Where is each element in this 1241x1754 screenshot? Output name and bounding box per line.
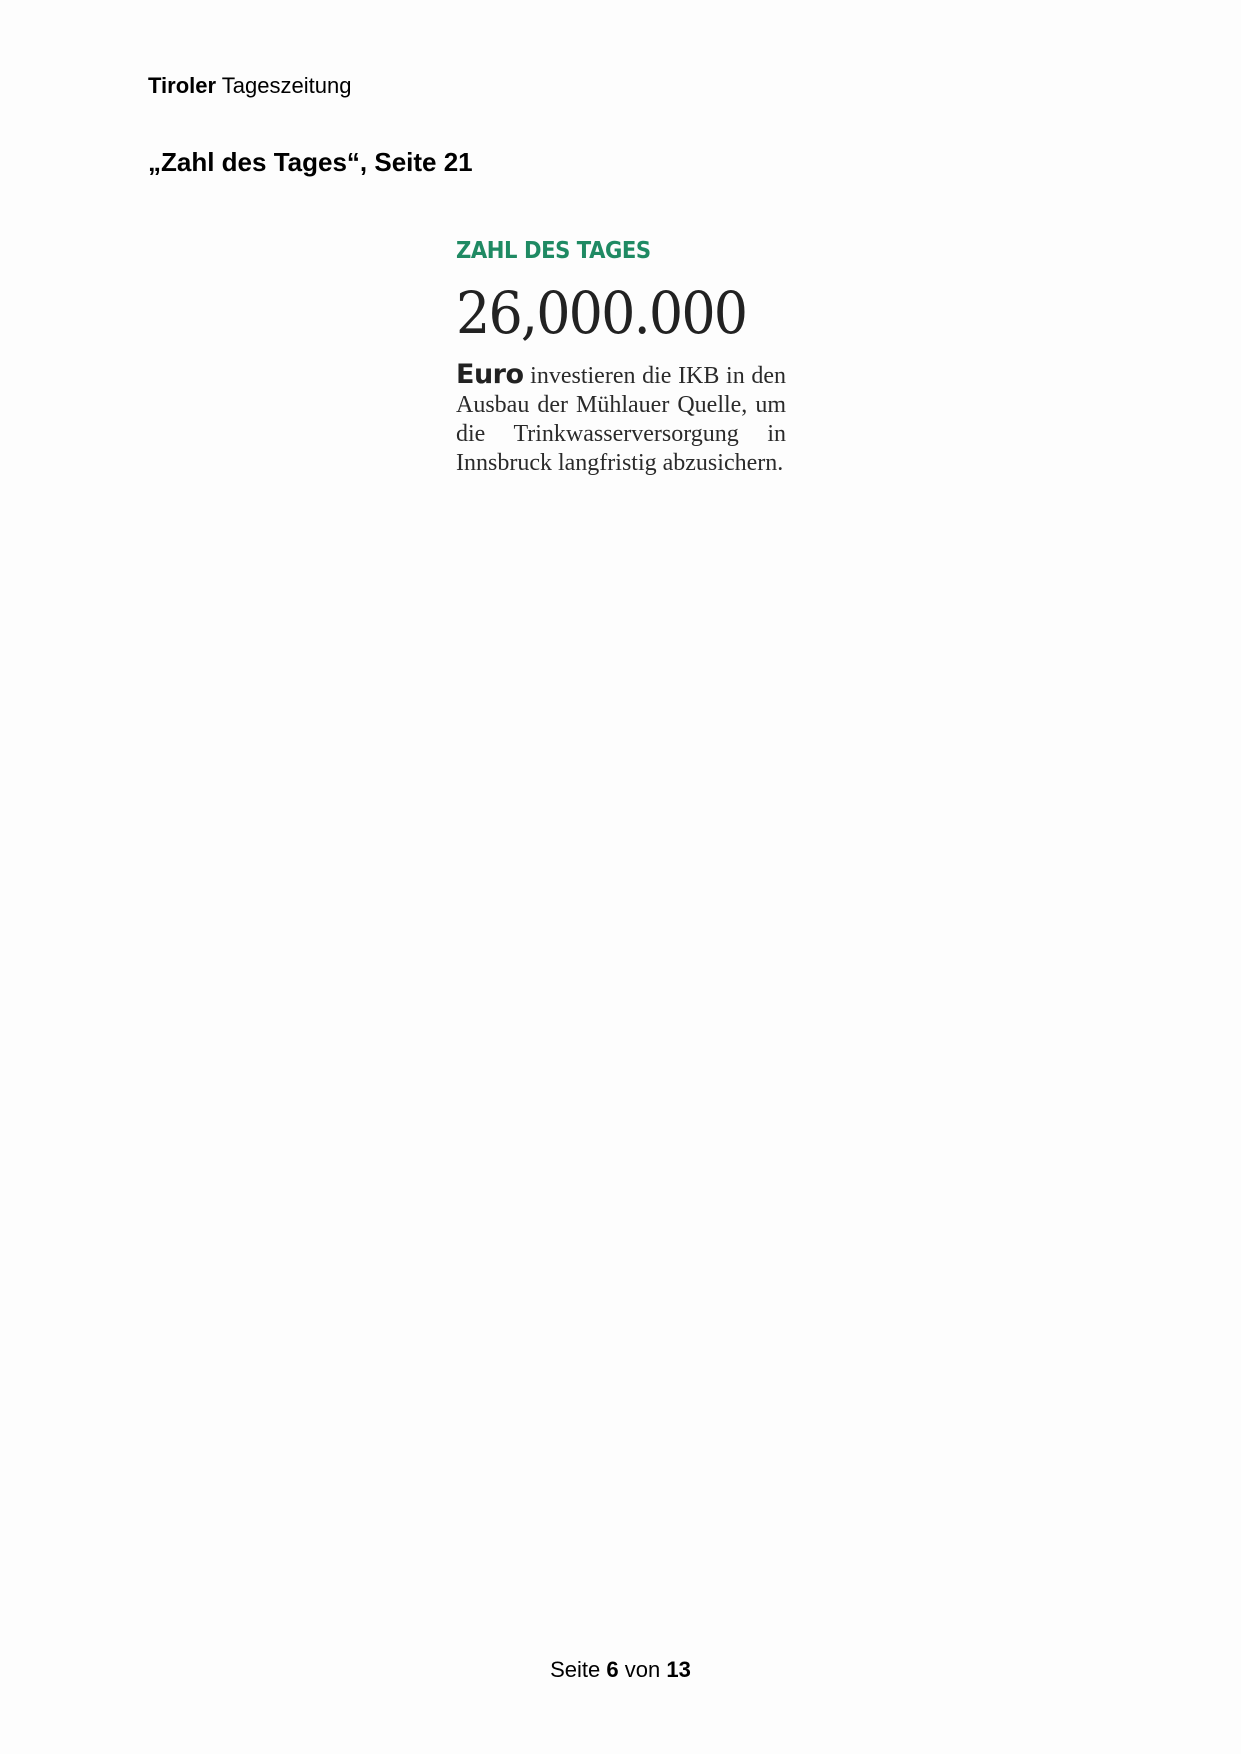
footer-seite-label: Seite <box>550 1657 601 1682</box>
clipping-body-text: investieren die IKB in den Ausbau der Mühlauer Quelle, um die Trinkwasserversorgung in Innsbruck langfristig abzusichern. <box>456 363 786 476</box>
footer-von-label: von <box>624 1657 661 1682</box>
footer-current-page: 6 <box>606 1657 619 1682</box>
article-heading: „Zahl des Tages“, Seite 21 <box>148 147 473 177</box>
footer-total-pages: 13 <box>666 1657 691 1682</box>
clipping-kicker: ZAHL DES TAGES <box>456 238 651 264</box>
page-number-footer <box>0 1656 1241 1684</box>
publication-name-regular: Tageszeitung <box>221 73 352 98</box>
publication-name <box>148 72 351 100</box>
clipping-number: 26,000.000 <box>456 279 747 347</box>
clipping-lead-word: Euro <box>456 359 524 390</box>
publication-name-bold: Tiroler <box>148 73 217 98</box>
clipping-body <box>456 360 786 478</box>
newspaper-clipping <box>456 236 786 478</box>
